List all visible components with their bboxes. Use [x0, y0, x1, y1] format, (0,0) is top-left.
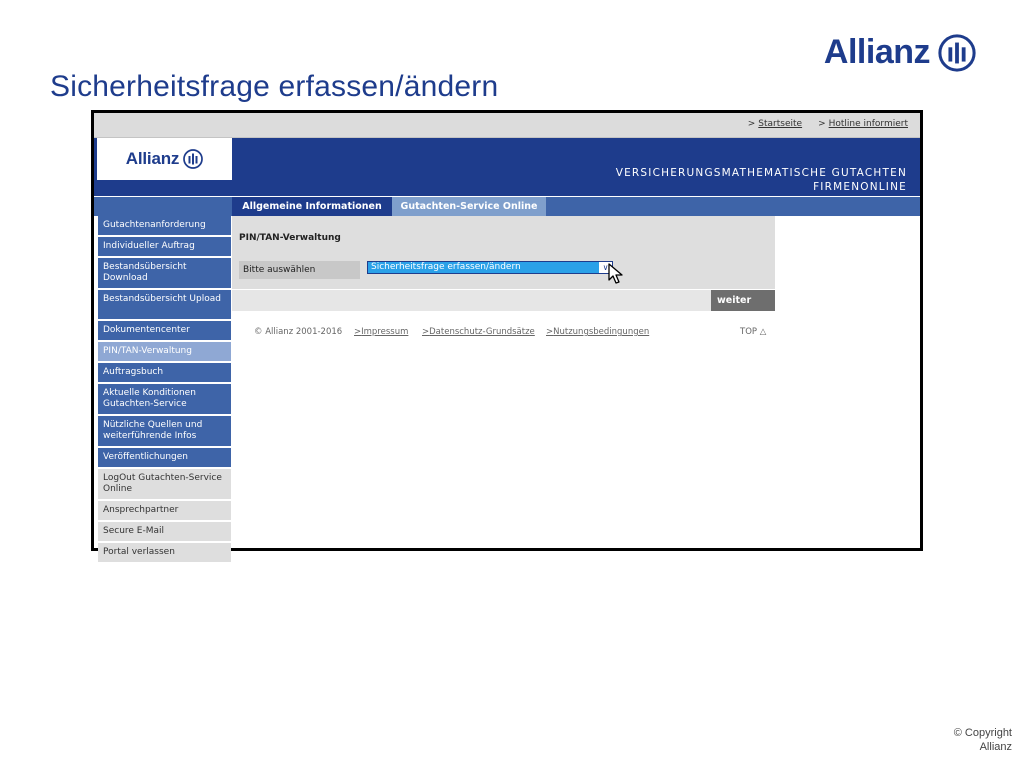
select-label: Bitte auswählen [239, 261, 360, 279]
tab-allgemeine-informationen[interactable]: Allgemeine Informationen [232, 197, 392, 216]
sidebar-item-quellen[interactable]: Nützliche Quellen und weiterführende Infos [98, 416, 231, 446]
sidebar-item-bestand-download[interactable]: Bestandsübersicht Download [98, 258, 231, 288]
sidebar-item-bestand-upload[interactable]: Bestandsübersicht Upload [98, 290, 231, 319]
util-link-hotline[interactable]: > Hotline informiert [818, 119, 908, 129]
portal-subtitle [616, 166, 907, 194]
copyright-line-2: Allianz [979, 741, 1012, 753]
copyright-line-1: © Copyright [953, 727, 1012, 739]
portal-brand-name: Allianz [125, 149, 180, 168]
select-value: Sicherheitsfrage erfassen/ändern [371, 262, 521, 272]
allianz-logo-icon [183, 149, 203, 169]
sidebar-item-portal-verlassen[interactable]: Portal verlassen [98, 543, 231, 562]
sidebar-item-ansprechpartner[interactable]: Ansprechpartner [98, 501, 231, 520]
sidebar-item-veroeffentlichungen[interactable]: Veröffentlichungen [98, 448, 231, 467]
brand-logo [824, 33, 976, 72]
chevron-down-icon[interactable]: ∨ [599, 262, 612, 273]
sidebar-item-auftragsbuch[interactable]: Auftragsbuch [98, 363, 231, 382]
sidebar-item-logout[interactable]: LogOut Gutachten-Service Online [98, 469, 231, 499]
footer-link-datenschutz-label[interactable]: Datenschutz-Grundsätze [429, 327, 535, 337]
action-row [232, 290, 775, 311]
utility-bar [94, 113, 920, 138]
startseite-link[interactable]: Startseite [758, 119, 803, 129]
sidebar-item-secure-email[interactable]: Secure E-Mail [98, 522, 231, 541]
subtitle-line-2: FIRMENONLINE [813, 181, 907, 193]
utility-links [748, 119, 908, 129]
footer-copyright: © Allianz 2001-2016 [254, 327, 343, 337]
sidebar-item-pin-tan[interactable]: PIN/TAN-Verwaltung [98, 342, 231, 361]
slide-copyright [954, 726, 1012, 754]
sidebar [98, 216, 231, 564]
allianz-logo-icon [938, 34, 976, 72]
sidebar-item-gutachtenanforderung[interactable]: Gutachtenanforderung [98, 216, 231, 235]
portal-logo[interactable] [97, 138, 232, 180]
back-to-top[interactable]: TOP △ [740, 327, 767, 337]
weiter-button[interactable]: weiter [711, 290, 775, 311]
footer-link-nutzung[interactable]: >Nutzungsbedingungen [546, 327, 650, 337]
content-panel [232, 216, 775, 289]
subtitle-line-1: VERSICHERUNGSMATHEMATISCHE GUTACHTEN [615, 167, 907, 179]
footer-link-impressum[interactable]: >Impressum [354, 327, 409, 337]
mouse-pointer-icon [608, 263, 624, 285]
hotline-link[interactable]: Hotline informiert [828, 119, 908, 129]
portal-header [94, 138, 920, 196]
sidebar-item-konditionen[interactable]: Aktuelle Konditionen Gutachten-Service [98, 384, 231, 414]
footer-link-impressum-label[interactable]: Impressum [361, 327, 409, 337]
footer-link-nutzung-label[interactable]: Nutzungsbedingungen [553, 327, 650, 337]
content-title: PIN/TAN-Verwaltung [239, 233, 341, 243]
slide-title: Sicherheitsfrage erfassen/ändern [50, 70, 499, 103]
sidebar-item-dokumentencenter[interactable]: Dokumentencenter [98, 321, 231, 340]
util-link-home[interactable]: > Startseite [747, 119, 803, 129]
main-nav [94, 197, 920, 216]
portal-screenshot [91, 110, 923, 557]
footer-link-datenschutz[interactable]: >Datenschutz-Grundsätze [422, 327, 535, 337]
tab-gutachten-service-online[interactable]: Gutachten-Service Online [392, 197, 546, 216]
action-select[interactable] [367, 261, 613, 274]
sidebar-item-individueller-auftrag[interactable]: Individueller Auftrag [98, 237, 231, 256]
brand-name: Allianz [823, 33, 930, 71]
